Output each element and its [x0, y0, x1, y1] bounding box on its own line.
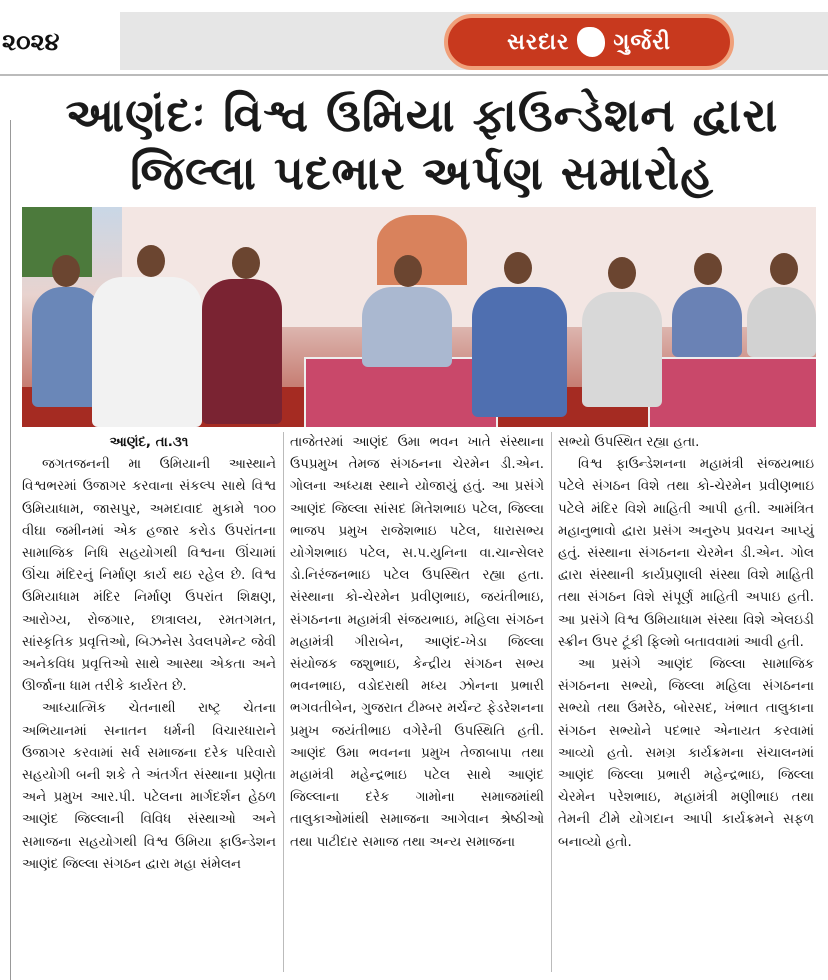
logo-text-left: સરદાર [507, 29, 570, 55]
photo-person [202, 279, 282, 424]
photo-person [582, 292, 662, 407]
headline-line-2: જિલ્લા પદભાર અર્પણ સમારોહ [130, 146, 714, 200]
photo-person-head [394, 255, 422, 287]
masthead-year: ૨૦૨૪ [2, 28, 60, 56]
photo-person-head [137, 245, 165, 277]
photo-person-head [694, 253, 722, 285]
newspaper-logo [444, 14, 734, 70]
article-dateline: આણંદ, તા.૩૧ [109, 435, 189, 450]
photo-person [92, 277, 202, 427]
photo-person-head [232, 247, 260, 279]
photo-person-head [770, 253, 798, 285]
masthead-rule [0, 74, 828, 76]
article-paragraph: આ પ્રસંગે આણંદ જિલ્લા સામાજિક સંગઠનના સભ્યો, જિલ્લા મહિલા સંગઠનના સભ્યો તથા ઉમરેઠ, બોરસદ, ખંભાત તાલુકાના સંગઠન સભ્યોને પદભાર એનાયત કરવામાં આવ્યો હતો. સમગ્ર કાર્યક્રમના સંચાલનમાં આણંદ જિલ્લા પ્રભારી મહેન્દ્રભાઇ, જિલ્લા ચેરમેન પરેશભાઇ, મહામંત્રી મણીભાઇ તથા તેમની ટીમે યોગદાન આપી કાર્યક્રમને સફળ બનાવ્યો હતો. [558, 657, 814, 850]
photo-temple-banner [377, 215, 467, 285]
article-column-2 [290, 432, 544, 854]
photo-table-right [648, 357, 816, 427]
photo-person [362, 287, 452, 367]
photo-person-head [52, 255, 80, 287]
photo-table-center [304, 357, 498, 427]
article-paragraph: આધ્યાત્મિક ચેતનાથી રાષ્ટ્ર ચેતના અભિયાનમાં સનાતન ધર્મની વિચારધારાને ઉજાગર કરવામાં સર્વ સમાજના દરેક પરિવારો સહયોગી બની શકે તે અંતર્ગત સંસ્થાના પ્રણેતા અને પ્રમુખ આર.પી. પટેલના માર્ગદર્શન હેઠળ આણંદ જિલ્લાની વિવિધ સંસ્થાઓ અને સમાજના સહયોગથી વિશ્વ ઉમિયા ફાઉન્ડેશન આણંદ જિલ્લા સંગઠન દ્વારા મહા સંમેલન [22, 701, 276, 872]
event-photo [22, 207, 816, 427]
logo-text-right: ગુર્જરી [613, 29, 671, 55]
page-margin-line [0, 120, 11, 980]
article-paragraph: તાજેતરમાં આણંદ ઉમા ભવન ખાતે સંસ્થાના ઉપપ્રમુખ તેમજ સંગઠનના ચેરમેન ડી.એન. ગોલના અધ્યક્ષ સ્થાને યોજાયું હતું. આ પ્રસંગે આણંદ જિલ્લા સાંસદ મિતેશભાઇ પટેલ, જિલ્લા ભાજપ પ્રમુખ રાજેશભાઇ પટેલ, ધારાસભ્ય યોગેશભાઇ પટેલ, સ.પ.યુનિના વા.ચાન્સેલર ડો.નિરંજનભાઇ પટેલ ઉપસ્થિત રહ્યા હતા. સંસ્થાના કો-ચેરમેન પ્રવીણભાઇ, જયંતીભાઇ, સંગઠનના મહામંત્રી સંજયભાઇ, મહિલા સંગઠન મહામંત્રી ગીરાબેન, આણંદ-ખેડા જિલ્લા સંયોજક જશુભાઇ, કેન્દ્રીય સંગઠન સભ્ય ભવનભાઇ, વડોદરાથી મધ્ય ઝોનના પ્રભારી ભગવતીબેન, ગુજરાત ટીમ્બર મર્ચન્ટ ફેડરેશનના પ્રમુખ જયંતીભાઇ વગેરેની ઉપસ્થિતિ હતી. આણંદ ઉમા ભવનના પ્રમુખ તેજાબાપા તથા મહામંત્રી મહેન્દ્રભાઇ પટેલ સાથે આણંદ જિલ્લાના દરેક ગામોના સમાજમાંથી તાલુકાઓમાંથી સમાજના આગેવાન શ્રેષ્ઠીઓ તથા પાટીદાર સમાજ તથા અન્ય સમાજના [290, 435, 544, 850]
photo-person [672, 287, 742, 357]
column-divider [551, 432, 552, 972]
masthead [0, 0, 828, 76]
article-column-3 [558, 432, 814, 854]
photo-person-head [504, 252, 532, 284]
photo-person-head [608, 257, 636, 289]
article-paragraph: સભ્યો ઉપસ્થિત રહ્યા હતા. [558, 435, 700, 450]
article-column-1 [22, 432, 276, 876]
headline-line-1: આણંદઃ વિશ્વ ઉમિયા ફાઉન્ડેશન દ્વારા [65, 88, 779, 142]
article-paragraph: વિશ્વ ફાઉન્ડેશનના મહામંત્રી સંજયભાઇ પટેલે સંગઠન વિશે તથા કો-ચેરમેન પ્રવીણભાઇ પટેલે મંદિર વિશે માહિતી આપી હતી. આમંત્રિત મહાનુભાવો દ્વારા પ્રસંગ અનુરુપ પ્રવચન આપ્યું હતું. સંસ્થાના સંગઠનના ચેરમેન ડી.એન. ગોલ દ્વારા સંસ્થાની કાર્યપ્રણાલી સંસ્થા વિશે માહિતી તથા સંગઠન વિશે સંપૂર્ણ માહિતી અપાઇ હતી. આ પ્રસંગે વિશ્વ ઉમિયાધામ સંસ્થા વિશે એલઇડી સ્ક્રીન ઉપર ટૂંકી ફિલ્મો બતાવવામાં આવી હતી. [558, 457, 814, 650]
column-divider [283, 432, 284, 972]
headline [22, 86, 822, 202]
photo-person [747, 287, 816, 357]
gujarat-map-icon [577, 27, 605, 57]
article-paragraph: જગતજનની મા ઉમિયાની આસ્થાને વિશ્વભરમાં ઉજાગર કરવાના સંકલ્પ સાથે વિશ્વ ઉમિયાધામ, જાસપુર, અમદાવાદ મુકામે ૧૦૦ વીઘા જમીનમાં એક હજાર કરોડ ઉપરાંતના સામાજિક નિધિ સહયોગથી વિશ્વના ઊંચામાં ઊંચા મંદિરનું નિર્માણ કાર્ય થઇ રહેલ છે. વિશ્વ ઉમિયાધામ મંદિર નિર્માણ ઉપરાંત શિક્ષણ, આરોગ્ય, રોજગાર, છાત્રાલય, રમતગમત, સાંસ્કૃતિક પ્રવૃત્તિઓ, બિઝનેસ ડેવલપમેન્ટ જેવી અનેકવિધ પ્રવૃત્તિઓ સાથે આસ્થા એકતા અને ઊર્જાના ધામ તરીકે કાર્યરત છે. [22, 457, 276, 695]
photo-person [472, 287, 567, 417]
